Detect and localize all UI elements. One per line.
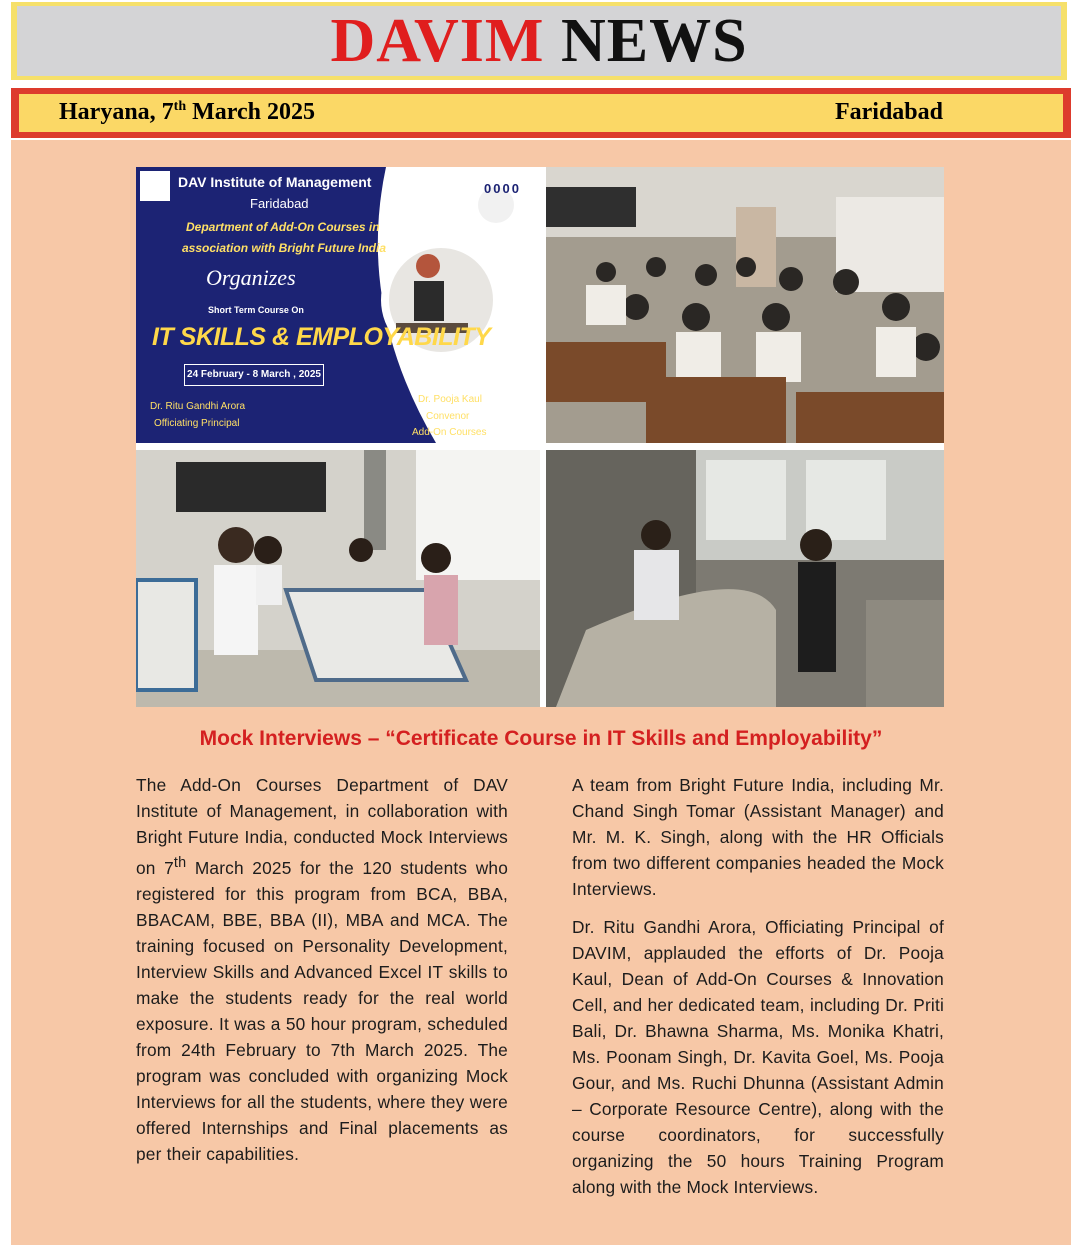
article-headline: Mock Interviews – “Certificate Course in IT Skills and Employability”	[199, 727, 883, 750]
poster-course-title: IT SKILLS & EMPLOYABILITY	[152, 323, 491, 351]
one-on-one-image	[546, 450, 944, 707]
dateline-date	[59, 99, 315, 126]
photo-one-on-one-interview	[546, 450, 944, 707]
photo-classroom-students	[546, 167, 944, 443]
interview-panel-image	[136, 450, 540, 707]
poster-city: Faridabad	[250, 196, 309, 211]
left-paragraph-part1: The Add-On Courses Department of DAV Institute of Management, in collaboration with Bright Future India, conducted Mock Interviews on 7	[136, 775, 508, 878]
poster-dots: 0000	[484, 181, 521, 196]
masthead-word-davim: DAVIM	[330, 7, 545, 75]
article-content	[11, 140, 1071, 1245]
poster-convenor-dept: Add-On Courses	[412, 427, 487, 438]
right-paragraph-2: Dr. Ritu Gandhi Arora, Officiating Principal of DAVIM, applauded the efforts of Dr. Pooja Kaul, Dean of Add-On Courses & Innovation Cell, and her dedicated team, including Dr. Priti Bali, Dr. Bhawna Sharma, Ms. Monika Khatri, Ms. Poonam Singh, Dr. Kavita Goel, Ms. Pooja Gour, and Ms. Ruchi Dhunna (Assistant Admin – Corporate Resource Centre), along with the course coordinators, for successfully organizing the 50 hours Training Program along with the Mock Interviews.	[572, 917, 944, 1197]
poster-convenor-title: Convenor	[426, 411, 470, 422]
article-left-column	[136, 772, 508, 1167]
poster-principal-title: Officiating Principal	[154, 418, 240, 429]
dateline-inner	[19, 94, 1063, 132]
left-paragraph-part2: March 2025 for the 120 students who registered for this program from BCA, BBA, BBACAM, BBE, BBA (II), MBA and MCA. The training focused on Personality Development, Interview Skills and Advanced Excel IT skills to make the students ready for the real world exposure. It was a 50 hour program, scheduled from 24th February to 7th March 2025. The program was concluded with organizing Mock Interviews for all the students, where they were offered Internships and Final placements as per their capabilities.	[136, 857, 508, 1164]
left-paragraph	[136, 772, 508, 1167]
event-poster	[136, 167, 540, 443]
poster-dept-line1: Department of Add-On Courses in	[186, 220, 380, 234]
photo-collage	[136, 167, 944, 707]
dateline-date-prefix: Haryana, 7	[59, 99, 174, 125]
dateline-bar	[11, 88, 1071, 138]
dateline-location: Faridabad	[834, 99, 943, 125]
poster-organizes: Organizes	[206, 265, 296, 290]
poster-convenor-name: Dr. Pooja Kaul	[418, 394, 482, 405]
poster-institute: DAV Institute of Management	[178, 174, 372, 190]
masthead-title	[17, 6, 1061, 76]
article-right-column	[572, 772, 944, 1200]
classroom-students-image	[546, 167, 944, 443]
left-paragraph-sup: th	[173, 855, 187, 871]
photo-interview-panel	[136, 450, 540, 707]
masthead-word-news: NEWS	[560, 7, 748, 75]
poster-principal-name: Dr. Ritu Gandhi Arora	[150, 401, 246, 412]
poster-dept-line2: association with Bright Future India	[182, 241, 387, 255]
dateline-date-suffix: March 2025	[186, 99, 315, 125]
poster-dates: 24 February - 8 March , 2025	[184, 364, 324, 386]
right-paragraph-1: A team from Bright Future India, including Mr. Chand Singh Tomar (Assistant Manager) and Mr. M. K. Singh, along with the HR Officials from two different companies headed the Mock Interviews.	[572, 775, 944, 899]
masthead-banner	[11, 2, 1067, 80]
poster-short-term: Short Term Course On	[208, 305, 304, 315]
dateline-date-sup: th	[173, 99, 187, 114]
